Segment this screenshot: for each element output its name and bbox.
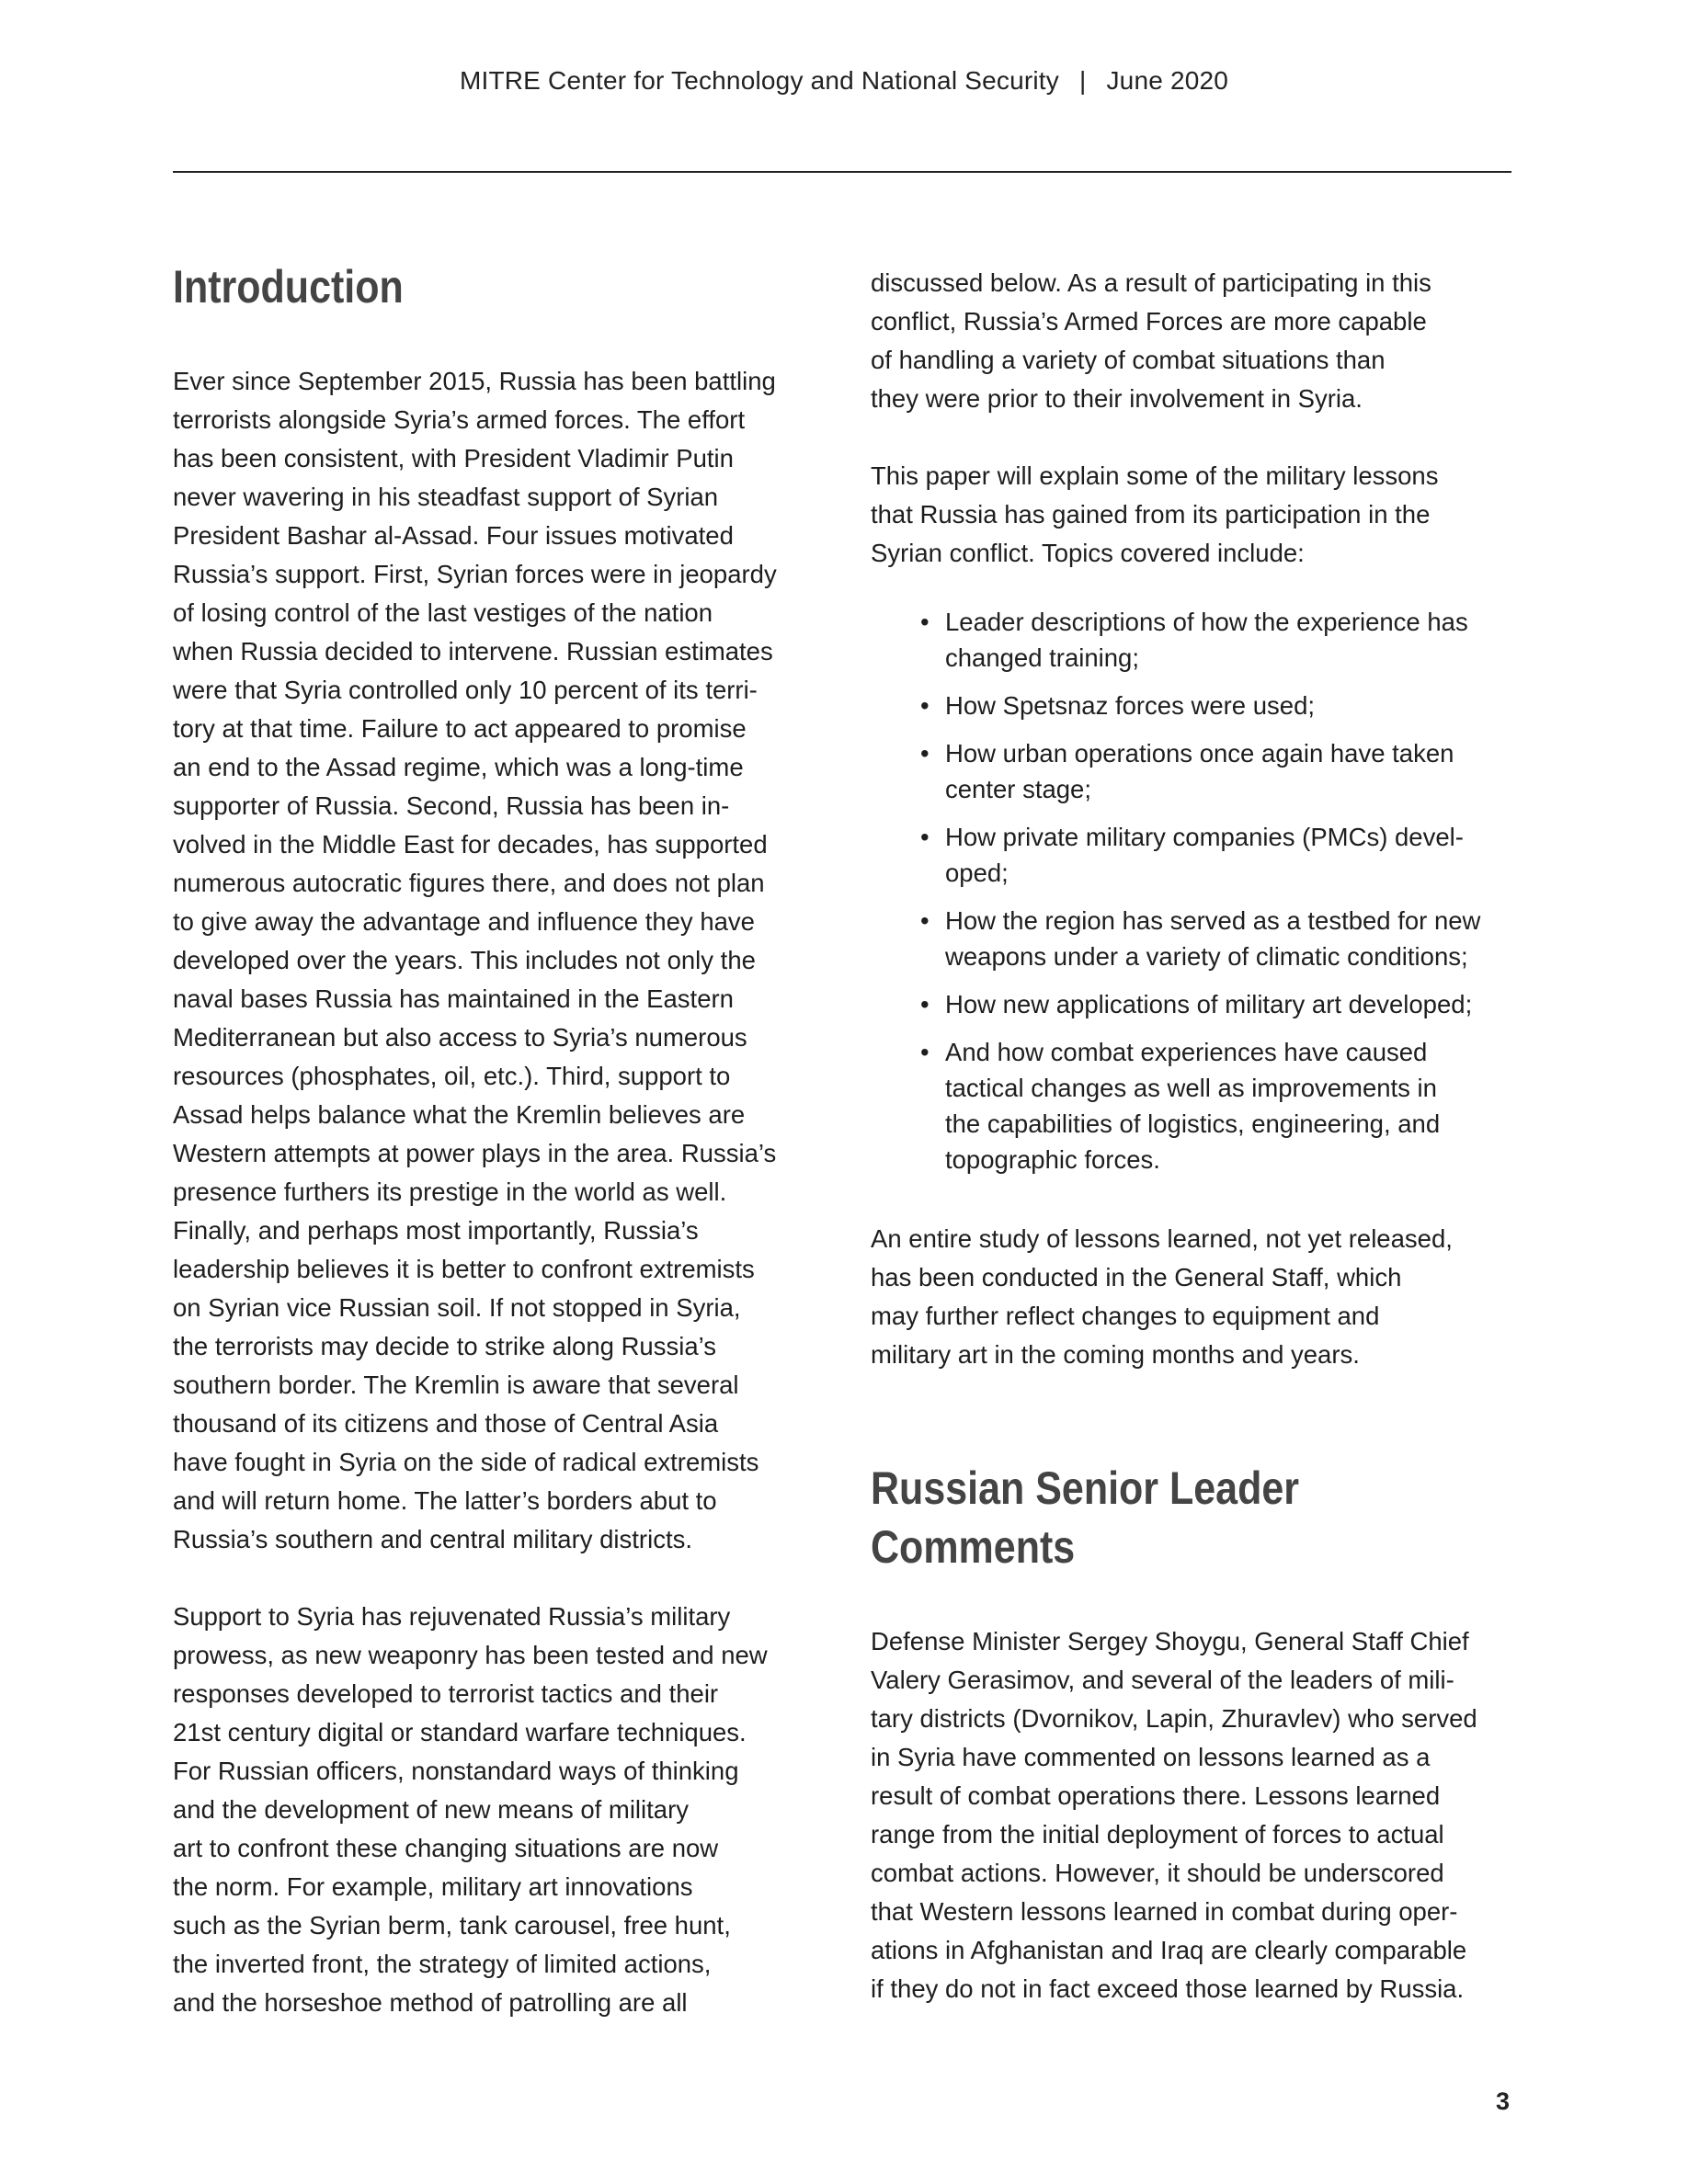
- bullet-icon: •: [920, 823, 930, 851]
- list-item-text: And how combat experiences have caused tactical changes as well as improvements in the capabilities of logistics, engineering, and topographic forces.: [945, 1038, 1441, 1174]
- bullet-icon: •: [920, 608, 930, 636]
- topics-intro-paragraph: This paper will explain some of the military lessons that Russia has gained from its participation in the Syrian conflict. Topics covered include:: [871, 461, 1439, 567]
- topics-list: [871, 604, 1514, 1177]
- intro-paragraph-2: Support to Syria has rejuvenated Russia’s military prowess, as new weaponry has been tested and new responses developed to terrorist tactics and their 21st century digital or standard warfare techniques. For Russian officers, nonstandard ways of thinking and the development of new means of military art to confront these changing situations are now the norm. For example, military art innovations such as the Syrian berm, tank carousel, free hunt, the inverted front, the strategy of limited actions, and the horseshoe method of patrolling are all: [173, 1602, 768, 2017]
- list-item-text: How urban operations once again have taken center stage;: [945, 739, 1454, 803]
- bullet-icon: •: [920, 990, 930, 1018]
- right-column: [871, 264, 1514, 2008]
- list-item: [920, 688, 1514, 723]
- leaders-paragraph: Defense Minister Sergey Shoygu, General Staff Chief Valery Gerasimov, and several of the leaders of mili- tary districts (Dvornikov, Lapin, Zhuravlev) who served in Syria have commented on lessons learned as a result of combat operations there. Lessons learned range from the initial deployment of forces to actual combat actions. However, it should be underscored that Western lessons learned in combat during oper- ations in Afghanistan and Iraq are clearly comparable if they do not in fact exceed those learned by Russia.: [871, 1627, 1477, 2003]
- bullet-icon: •: [920, 691, 930, 720]
- list-item: [920, 903, 1514, 974]
- header-rule: [173, 171, 1511, 173]
- list-item: [920, 986, 1514, 1022]
- study-paragraph: An entire study of lessons learned, not yet released, has been conducted in the General Staff, which may further reflect changes to equipment and military art in the coming months and years.: [871, 1224, 1453, 1369]
- list-item-text: How new applications of military art developed;: [945, 990, 1473, 1018]
- heading-line-2: Comments: [871, 1521, 1076, 1573]
- bullet-icon: •: [920, 906, 930, 935]
- header-date: June 2020: [1106, 66, 1229, 95]
- list-item: [920, 604, 1514, 676]
- intro-paragraph-1: Ever since September 2015, Russia has been battling terrorists alongside Syria’s armed forces. The effort has been consistent, with President Vladimir Putin never wavering in his steadfast support of Syrian President Bashar al-Assad. Four issues motivated Russia’s support. First, Syrian forces were in jeopardy of losing control of the last vestiges of the nation when Russia decided to intervene. Russian estimates were that Syria controlled only 10 percent of its terri- tory at that time. Failure to act appeared to promise an end to the Assad regime, which was a long-time supporter of Russia. Second, Russia has been in- volved in the Middle East for decades, has supported numerous autocratic figures there, and does not plan to give away the advantage and influence they have developed over the years. This includes not only the naval bases Russia has maintained in the Eastern Mediterranean but also access to Syria’s numerous resources (phosphates, oil, etc.). Third, support to Assad helps balance what the Kremlin believes are Western attempts at power plays in the area. Russia’s presence furthers its prestige in the world as well. Finally, and perhaps most importantly, Russia’s leadership believes it is better to confront extremists on Syrian vice Russian soil. If not stopped in Syria, the terrorists may decide to strike along Russia’s southern border. The Kremlin is aware that several thousand of its citizens and those of Central Asia have fought in Syria on the side of radical extremists and will return home. The latter’s borders abut to Russia’s southern and central military districts.: [173, 367, 777, 1553]
- continued-paragraph: discussed below. As a result of participating in this conflict, Russia’s Armed Forces are more capable of handling a variety of combat situations than they were prior to their involvement in Syria.: [871, 268, 1431, 413]
- running-header: [0, 66, 1688, 96]
- list-item-text: Leader descriptions of how the experience has changed training;: [945, 608, 1468, 672]
- page-number: 3: [1495, 2087, 1510, 2115]
- header-organization: MITRE Center for Technology and National Security: [459, 66, 1059, 95]
- bullet-icon: •: [920, 1038, 930, 1066]
- list-item-text: How private military companies (PMCs) devel- oped;: [945, 823, 1464, 887]
- list-item-text: How the region has served as a testbed for new weapons under a variety of climatic conditions;: [945, 906, 1481, 971]
- section-heading-introduction: Introduction: [173, 261, 404, 313]
- list-item-text: How Spetsnaz forces were used;: [945, 691, 1315, 720]
- heading-line-1: Russian Senior Leader: [871, 1462, 1299, 1514]
- section-heading-senior-leader-comments: [871, 1459, 1424, 1576]
- list-item: [920, 1034, 1514, 1177]
- list-item: [920, 819, 1514, 891]
- header-separator: |: [1078, 66, 1087, 95]
- bullet-icon: •: [920, 739, 930, 768]
- list-item: [920, 735, 1514, 807]
- left-column: [173, 257, 816, 2022]
